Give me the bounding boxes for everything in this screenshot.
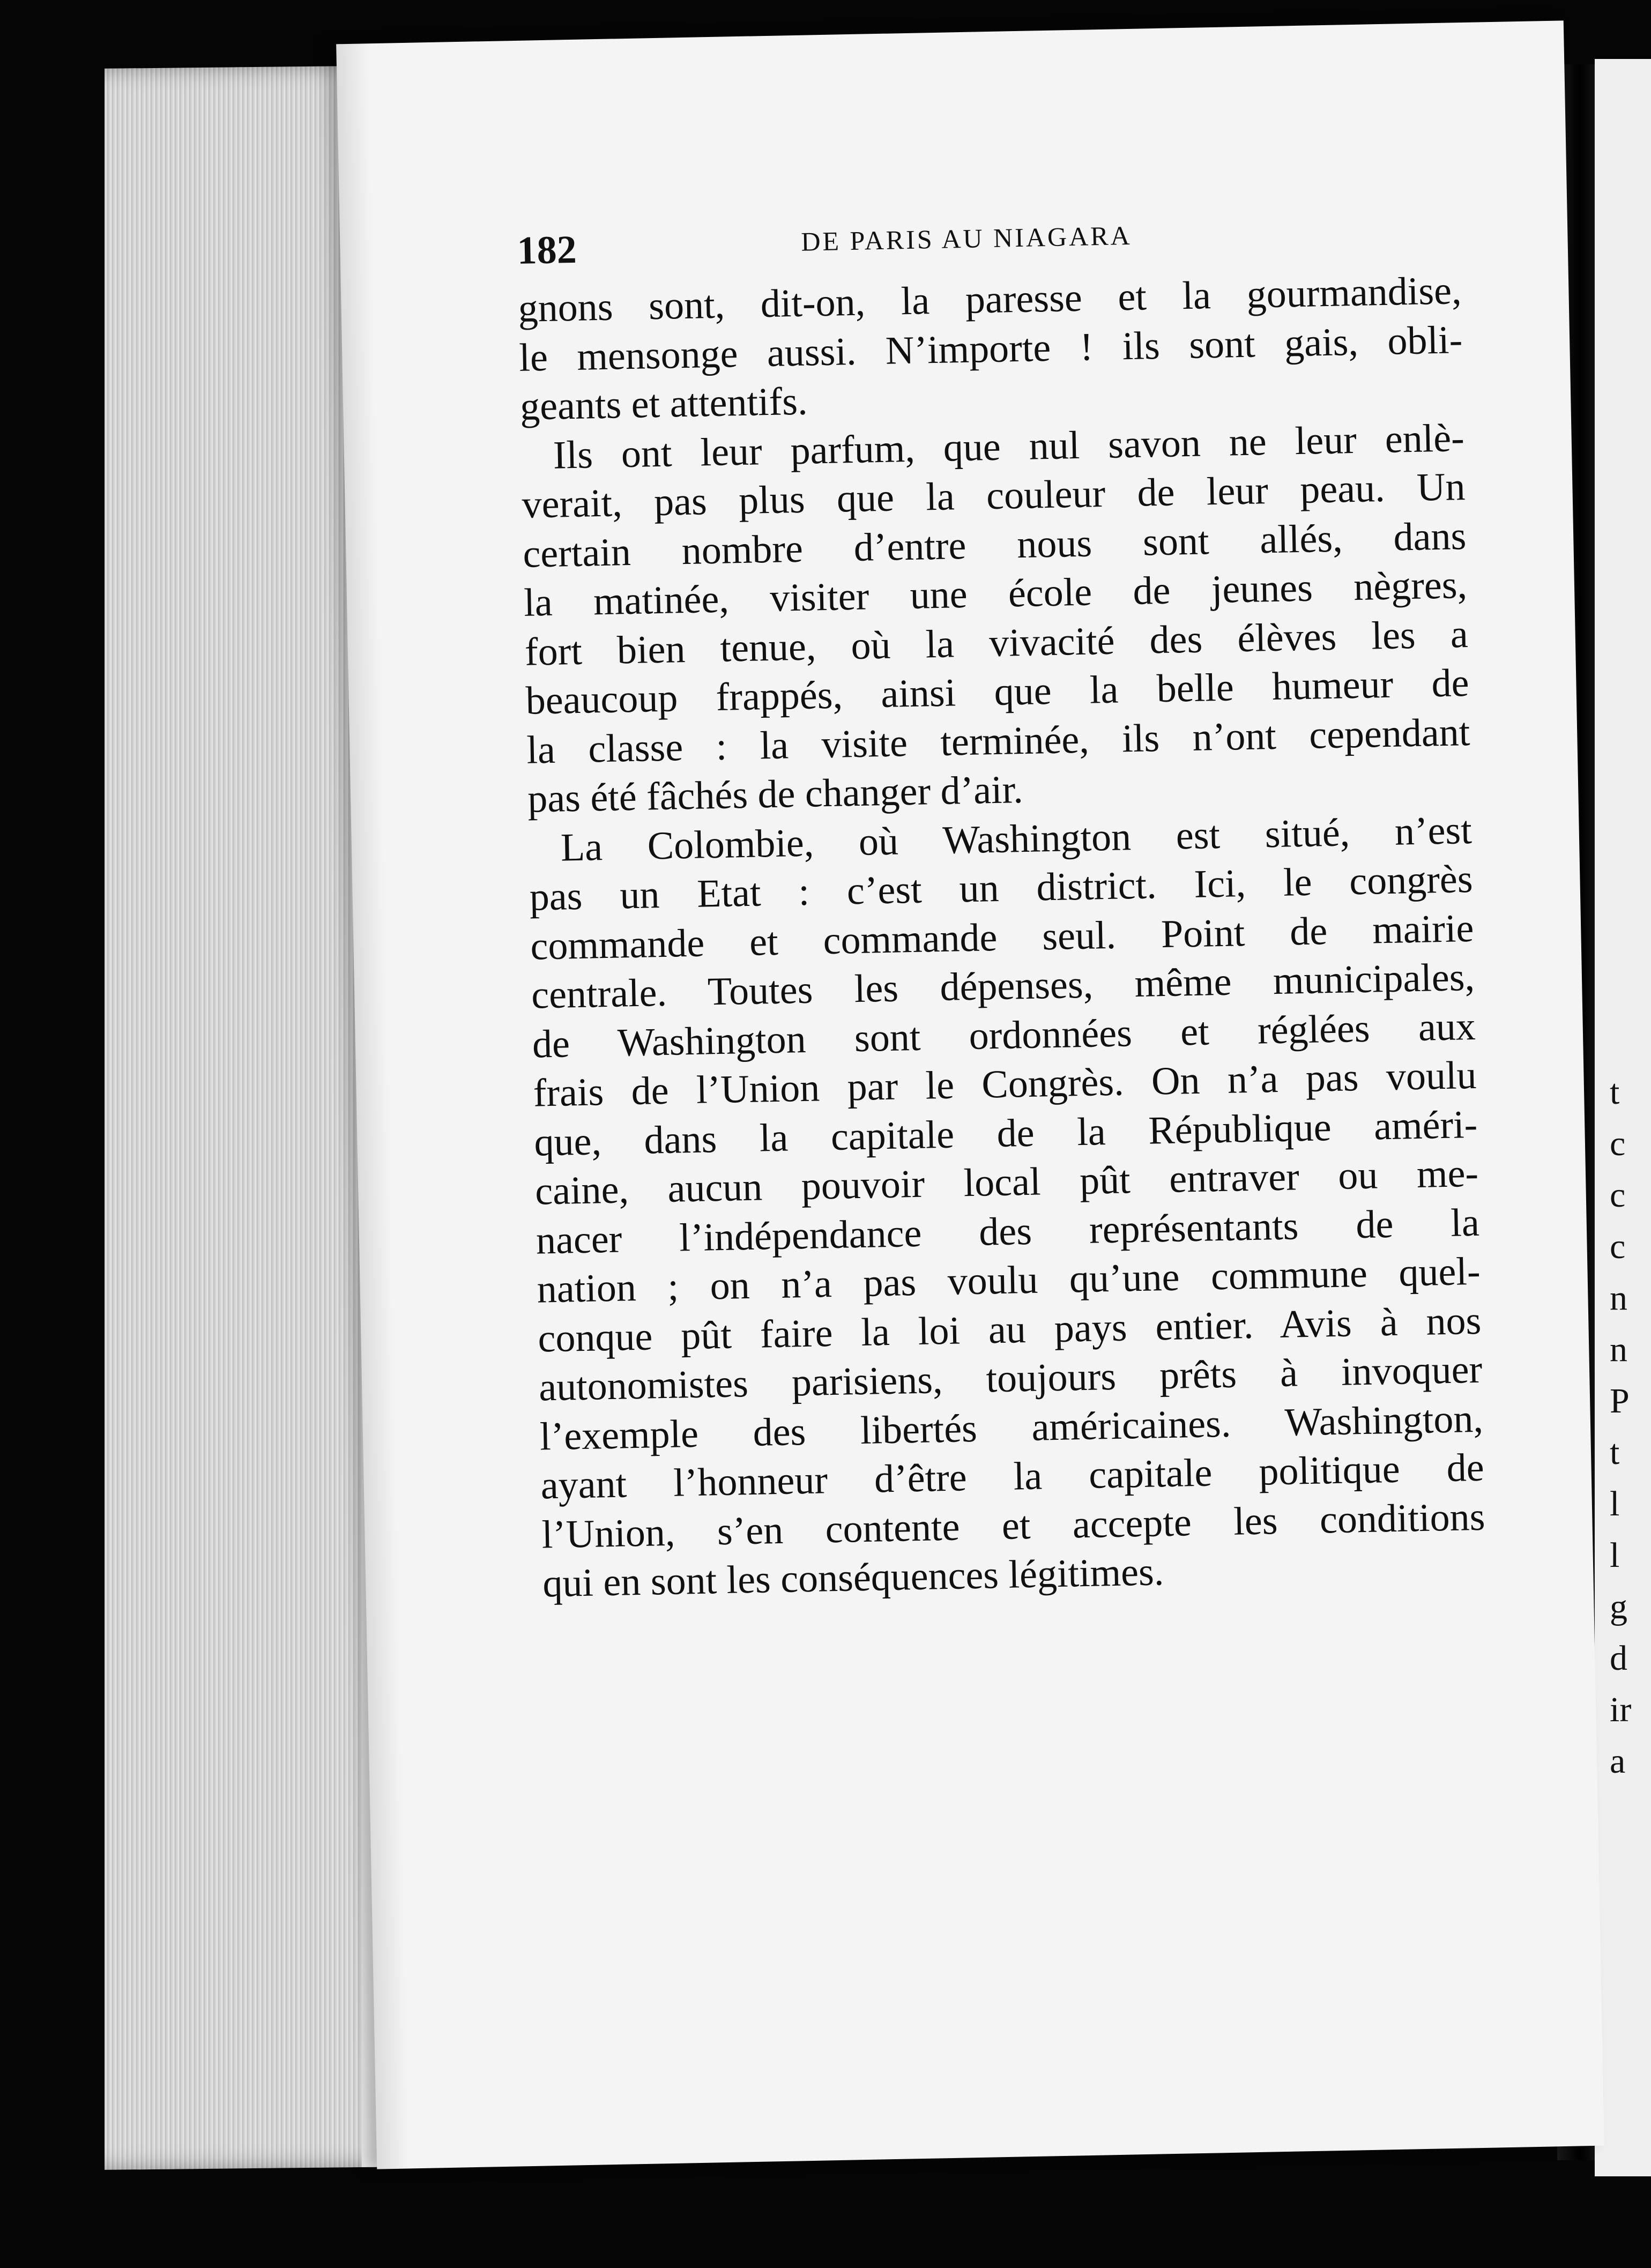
text-line: que, dans la capitale de la République améri- bbox=[533, 1102, 1478, 1165]
text-line: pas un Etat : c’est un district. Ici, le congrès bbox=[529, 857, 1474, 919]
text-line: certain nombre d’entre nous sont allés, dans bbox=[522, 514, 1467, 576]
text-line: conque pût faire la loi au pays entier. Avis à nos bbox=[537, 1298, 1482, 1361]
paragraph-1 bbox=[518, 266, 1464, 432]
text-line: pas été fâchés de changer d’air. bbox=[527, 768, 1024, 821]
text-line: fort bien tenue, où la vivacité des élèves les a bbox=[524, 612, 1469, 674]
paragraph-2 bbox=[520, 414, 1471, 824]
text-line: caine, aucun pouvoir local pût entraver ou me- bbox=[534, 1151, 1479, 1214]
text-line: verait, pas plus que la couleur de leur peau. Un bbox=[521, 465, 1466, 527]
text-line: nation ; on n’a pas voulu qu’une commune quel- bbox=[537, 1249, 1481, 1312]
text-line: autonomistes parisiens, toujours prêts à invoquer bbox=[538, 1347, 1483, 1410]
text-line: La Colombie, où Washington est situé, n’est bbox=[560, 808, 1472, 870]
paragraph-3 bbox=[528, 806, 1486, 1609]
text-line: le mensonge aussi. N’importe ! ils sont gais, obli- bbox=[518, 317, 1463, 380]
text-line: geants et attentifs. bbox=[519, 379, 808, 429]
facing-page-letters: t c c c n n P t l l g d ir a bbox=[1610, 1073, 1632, 1781]
text-line: Ils ont leur parfum, que nul savon ne leur enlè- bbox=[553, 415, 1465, 478]
page-number: 182 bbox=[516, 227, 577, 273]
text-line: la classe : la visite terminée, ils n’ont cependant bbox=[526, 710, 1470, 772]
text-line: ayant l’honneur d’être la capitale politique de bbox=[540, 1445, 1485, 1508]
book-page bbox=[336, 20, 1604, 2169]
text-line: gnons sont, dit-on, la paresse et la gourmandise, bbox=[517, 269, 1462, 331]
text-line: nacer l’indépendance des représentants de la bbox=[536, 1200, 1480, 1263]
running-head bbox=[517, 209, 1509, 271]
text-line: l’Union, s’en contente et accepte les conditions bbox=[541, 1494, 1486, 1557]
text-line: commande et commande seul. Point de mairie bbox=[530, 906, 1474, 969]
text-line: centrale. Toutes les dépenses, même municipales, bbox=[531, 955, 1475, 1017]
text-line: beaucoup frappés, ainsi que la belle humeur de bbox=[525, 661, 1470, 723]
text-line: l’exemple des libertés américaines. Washington, bbox=[539, 1396, 1484, 1459]
text-line: de Washington sont ordonnées et réglées aux bbox=[532, 1004, 1476, 1067]
running-title: DE PARIS AU NIAGARA bbox=[800, 220, 1133, 257]
text-line: la matinée, visiter une école de jeunes nègres, bbox=[523, 563, 1468, 625]
text-line: qui en sont les conséquences légitimes. bbox=[542, 1550, 1165, 1606]
body-text bbox=[518, 266, 1486, 1609]
text-line: frais de l’Union par le Congrès. On n’a pas voulu bbox=[533, 1053, 1477, 1116]
facing-page bbox=[1595, 59, 1651, 2176]
